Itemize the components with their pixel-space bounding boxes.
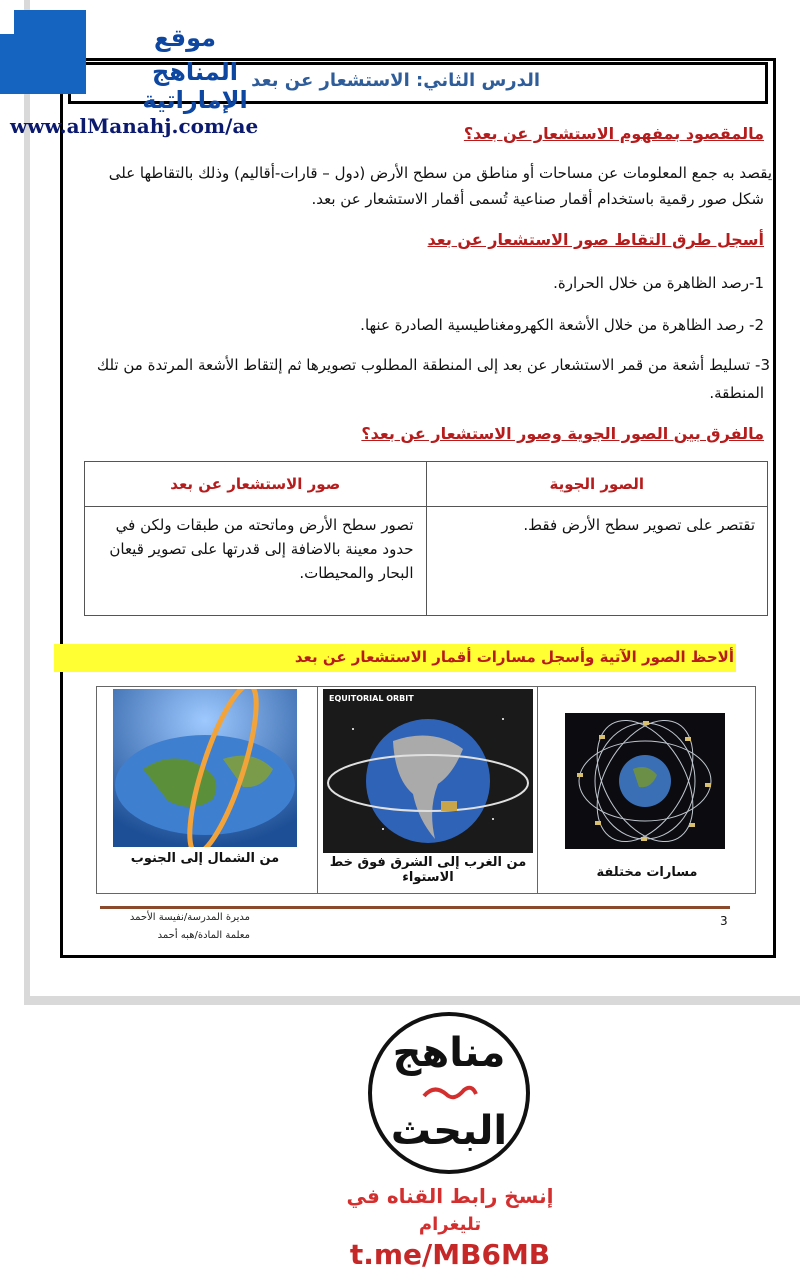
watermark-url[interactable]: www.alManahj.com/ae bbox=[10, 114, 259, 138]
logo-text-top: مناهج bbox=[392, 1030, 506, 1076]
img-divider-2 bbox=[537, 687, 538, 893]
equatorial-orbit-image bbox=[323, 689, 533, 853]
definition-line-2: شكل صور رقمية باستخدام أقمار صناعية تُسمى أقمار الاستشعار عن بعد. bbox=[311, 190, 764, 208]
polar-orbit-image bbox=[113, 689, 297, 847]
aerial-description: تقتصر على تصوير سطح الأرض فقط. bbox=[426, 507, 768, 616]
footer-principal: مديرة المدرسة/نفيسة الأحمد bbox=[129, 912, 250, 923]
promo-line-2: تليغرام bbox=[418, 1214, 482, 1235]
col-remote-header: صور الاستشعار عن بعد bbox=[85, 462, 427, 507]
observe-heading: ألاحظ الصور الآتية وأسجل مسارات أقمار الاستشعار عن بعد bbox=[294, 648, 734, 666]
logo-swirl-icon bbox=[420, 1082, 480, 1108]
page-number: 3 bbox=[720, 914, 728, 928]
comparison-table bbox=[84, 461, 768, 616]
watermark-site-word: موقع bbox=[153, 24, 216, 52]
table-header-row bbox=[85, 462, 768, 507]
method-item-1: 1-رصد الظاهرة من خلال الحرارة. bbox=[553, 274, 764, 292]
capture-methods-heading: أسجل طرق التقاط صور الاستشعار عن بعد bbox=[427, 230, 764, 249]
caption-west-east: من الغرب إلى الشرق فوق خط الاستواء bbox=[329, 855, 527, 885]
footer-teacher: معلمة المادة/هبه أحمد bbox=[157, 930, 250, 941]
caption-various-orbits: مسارات مختلفة bbox=[596, 865, 698, 880]
col-aerial-header: الصور الجوية bbox=[426, 462, 768, 507]
watermark-site-name: المناهج الإماراتية bbox=[142, 58, 248, 114]
watermark-logo-square-left bbox=[0, 34, 30, 94]
definition-line-1: يقصد به جمع المعلومات عن مساحات أو مناطق من سطح الأرض (دول – قارات-أقاليم) وذلك بالتقاطها على bbox=[108, 164, 772, 182]
definition-heading: مالمقصود بمفهوم الاستشعار عن بعد؟ bbox=[463, 124, 764, 143]
method-item-3-line-1: 3- تسليط أشعة من قمر الاستشعار عن بعد إلى المنطقة المطلوب تصويرها ثم إلتقاط الأشعة المرتدة من تلك bbox=[96, 356, 770, 374]
table-row bbox=[85, 507, 768, 616]
footer-divider bbox=[100, 906, 730, 909]
caption-north-south: من الشمال إلى الجنوب bbox=[130, 851, 280, 866]
img-divider-1 bbox=[317, 687, 318, 893]
telegram-link[interactable]: t.me/MB6MB bbox=[349, 1238, 551, 1271]
equatorial-orbit-label: EQUITORIAL ORBIT bbox=[329, 694, 414, 703]
multiple-orbits-image bbox=[565, 713, 725, 849]
promo-line-1: إنسخ رابط القناه في bbox=[346, 1184, 554, 1208]
orbit-images-table bbox=[96, 686, 756, 894]
lesson-title: الدرس الثاني: الاستشعار عن بعد bbox=[251, 70, 540, 91]
method-item-2: 2- رصد الظاهرة من خلال الأشعة الكهرومغناطيسية الصادرة عنها. bbox=[360, 316, 764, 334]
logo-text-bottom: البحث bbox=[390, 1108, 508, 1154]
method-item-3-line-2: المنطقة. bbox=[709, 384, 764, 402]
difference-heading: مالفرق بين الصور الجوية وصور الاستشعار عن بعد؟ bbox=[361, 424, 764, 443]
remote-description: تصور سطح الأرض وماتحته من طبقات ولكن في حدود معينة بالاضافة إلى قدرتها على تصوير قيعان البحار والمحيطات. bbox=[85, 507, 427, 616]
